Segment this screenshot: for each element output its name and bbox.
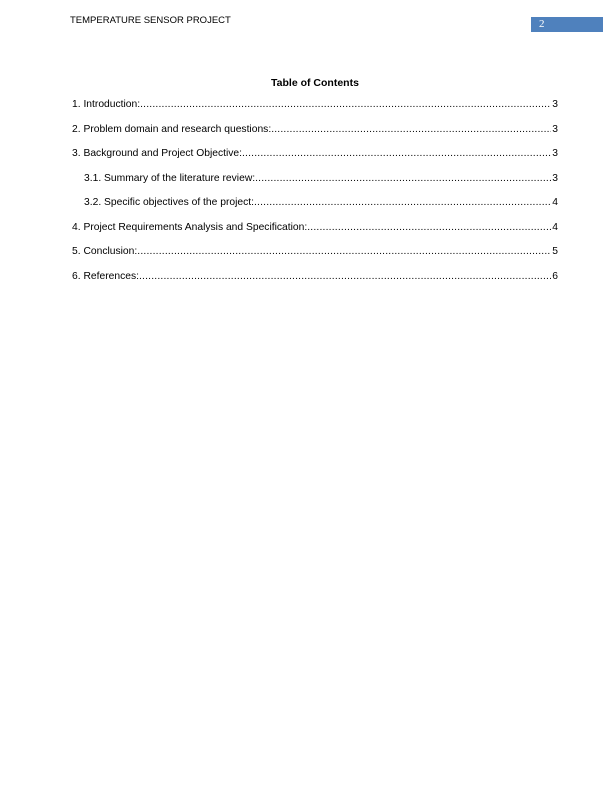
dot-leader <box>137 245 551 259</box>
dot-leader <box>307 221 551 235</box>
toc-entry-label: 3.1. Summary of the literature review: <box>84 172 256 184</box>
toc-entry-label: 3. Background and Project Objective: <box>72 148 242 159</box>
table-of-contents <box>72 98 558 294</box>
toc-entry-label: 3.2. Specific objectives of the project: <box>84 197 254 208</box>
running-header-title: TEMPERATURE SENSOR PROJECT <box>70 15 231 26</box>
toc-entry-page: 3 <box>552 123 558 135</box>
toc-entry-page: 4 <box>552 197 558 208</box>
toc-entry-problem-domain[interactable] <box>72 123 558 148</box>
toc-entry-label: 1. Introduction: <box>72 99 141 110</box>
toc-entry-background[interactable] <box>72 147 558 172</box>
page-number: 2 <box>539 18 545 30</box>
dot-leader <box>271 123 551 137</box>
dot-leader <box>255 172 551 186</box>
toc-entry-page: 5 <box>552 246 558 257</box>
page-number-badge <box>531 17 603 32</box>
toc-entry-page: 3 <box>552 99 558 110</box>
dot-leader <box>140 98 551 112</box>
toc-entry-introduction[interactable] <box>72 98 558 123</box>
toc-entry-label: 5. Conclusion: <box>72 246 138 257</box>
toc-entry-page: 3 <box>552 172 558 184</box>
toc-entry-conclusion[interactable] <box>72 245 558 270</box>
toc-entry-label: 2. Problem domain and research questions: <box>72 123 272 135</box>
toc-entry-references[interactable] <box>72 270 558 295</box>
toc-entry-page: 6 <box>552 270 558 282</box>
toc-entry-page: 3 <box>552 148 558 159</box>
toc-entry-requirements[interactable] <box>72 221 558 246</box>
toc-entry-page: 4 <box>552 221 558 233</box>
toc-title: Table of Contents <box>271 77 359 89</box>
toc-entry-literature-review[interactable] <box>72 172 558 197</box>
toc-entry-specific-objectives[interactable] <box>72 196 558 221</box>
toc-entry-label: 6. References: <box>72 270 139 282</box>
dot-leader <box>242 147 551 161</box>
toc-entry-label: 4. Project Requirements Analysis and Specification: <box>72 221 308 233</box>
dot-leader <box>254 196 551 210</box>
dot-leader <box>139 270 551 284</box>
